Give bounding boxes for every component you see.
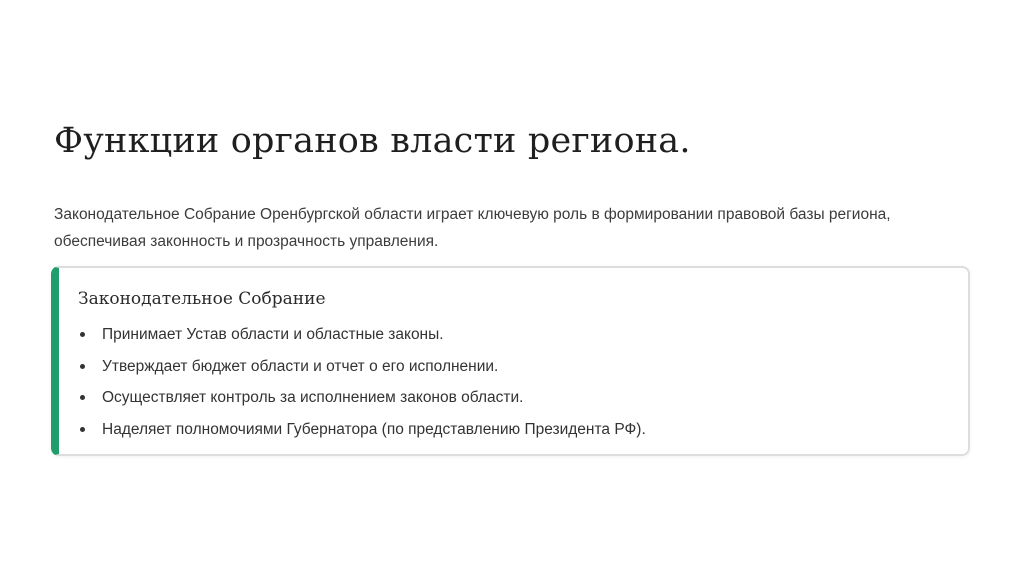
list-item-text: Наделяет полномочиями Губернатора (по представлению Президента РФ). bbox=[102, 420, 646, 438]
list-item bbox=[78, 321, 646, 353]
list-item bbox=[78, 353, 646, 385]
bullet-icon bbox=[80, 395, 85, 400]
legislative-assembly-card bbox=[51, 266, 970, 456]
list-item-text: Осуществляет контроль за исполнением законов области. bbox=[102, 389, 524, 406]
list-item bbox=[78, 384, 646, 416]
bullet-icon bbox=[80, 332, 85, 337]
bullet-icon bbox=[80, 364, 85, 369]
card-heading: Законодательное Собрание bbox=[78, 289, 326, 309]
bullet-icon bbox=[80, 427, 85, 432]
list-item bbox=[78, 416, 646, 448]
slide-title: Функции органов власти региона. bbox=[54, 121, 691, 161]
list-item-text: Утверждает бюджет области и отчет о его исполнении. bbox=[102, 357, 499, 375]
functions-list bbox=[78, 321, 646, 447]
intro-paragraph: Законодательное Собрание Оренбургской области играет ключевую роль в формировании правовой базы региона, обеспечивая законность и прозрачность управления. bbox=[54, 206, 891, 250]
list-item-text: Принимает Устав области и областные законы. bbox=[102, 326, 444, 343]
